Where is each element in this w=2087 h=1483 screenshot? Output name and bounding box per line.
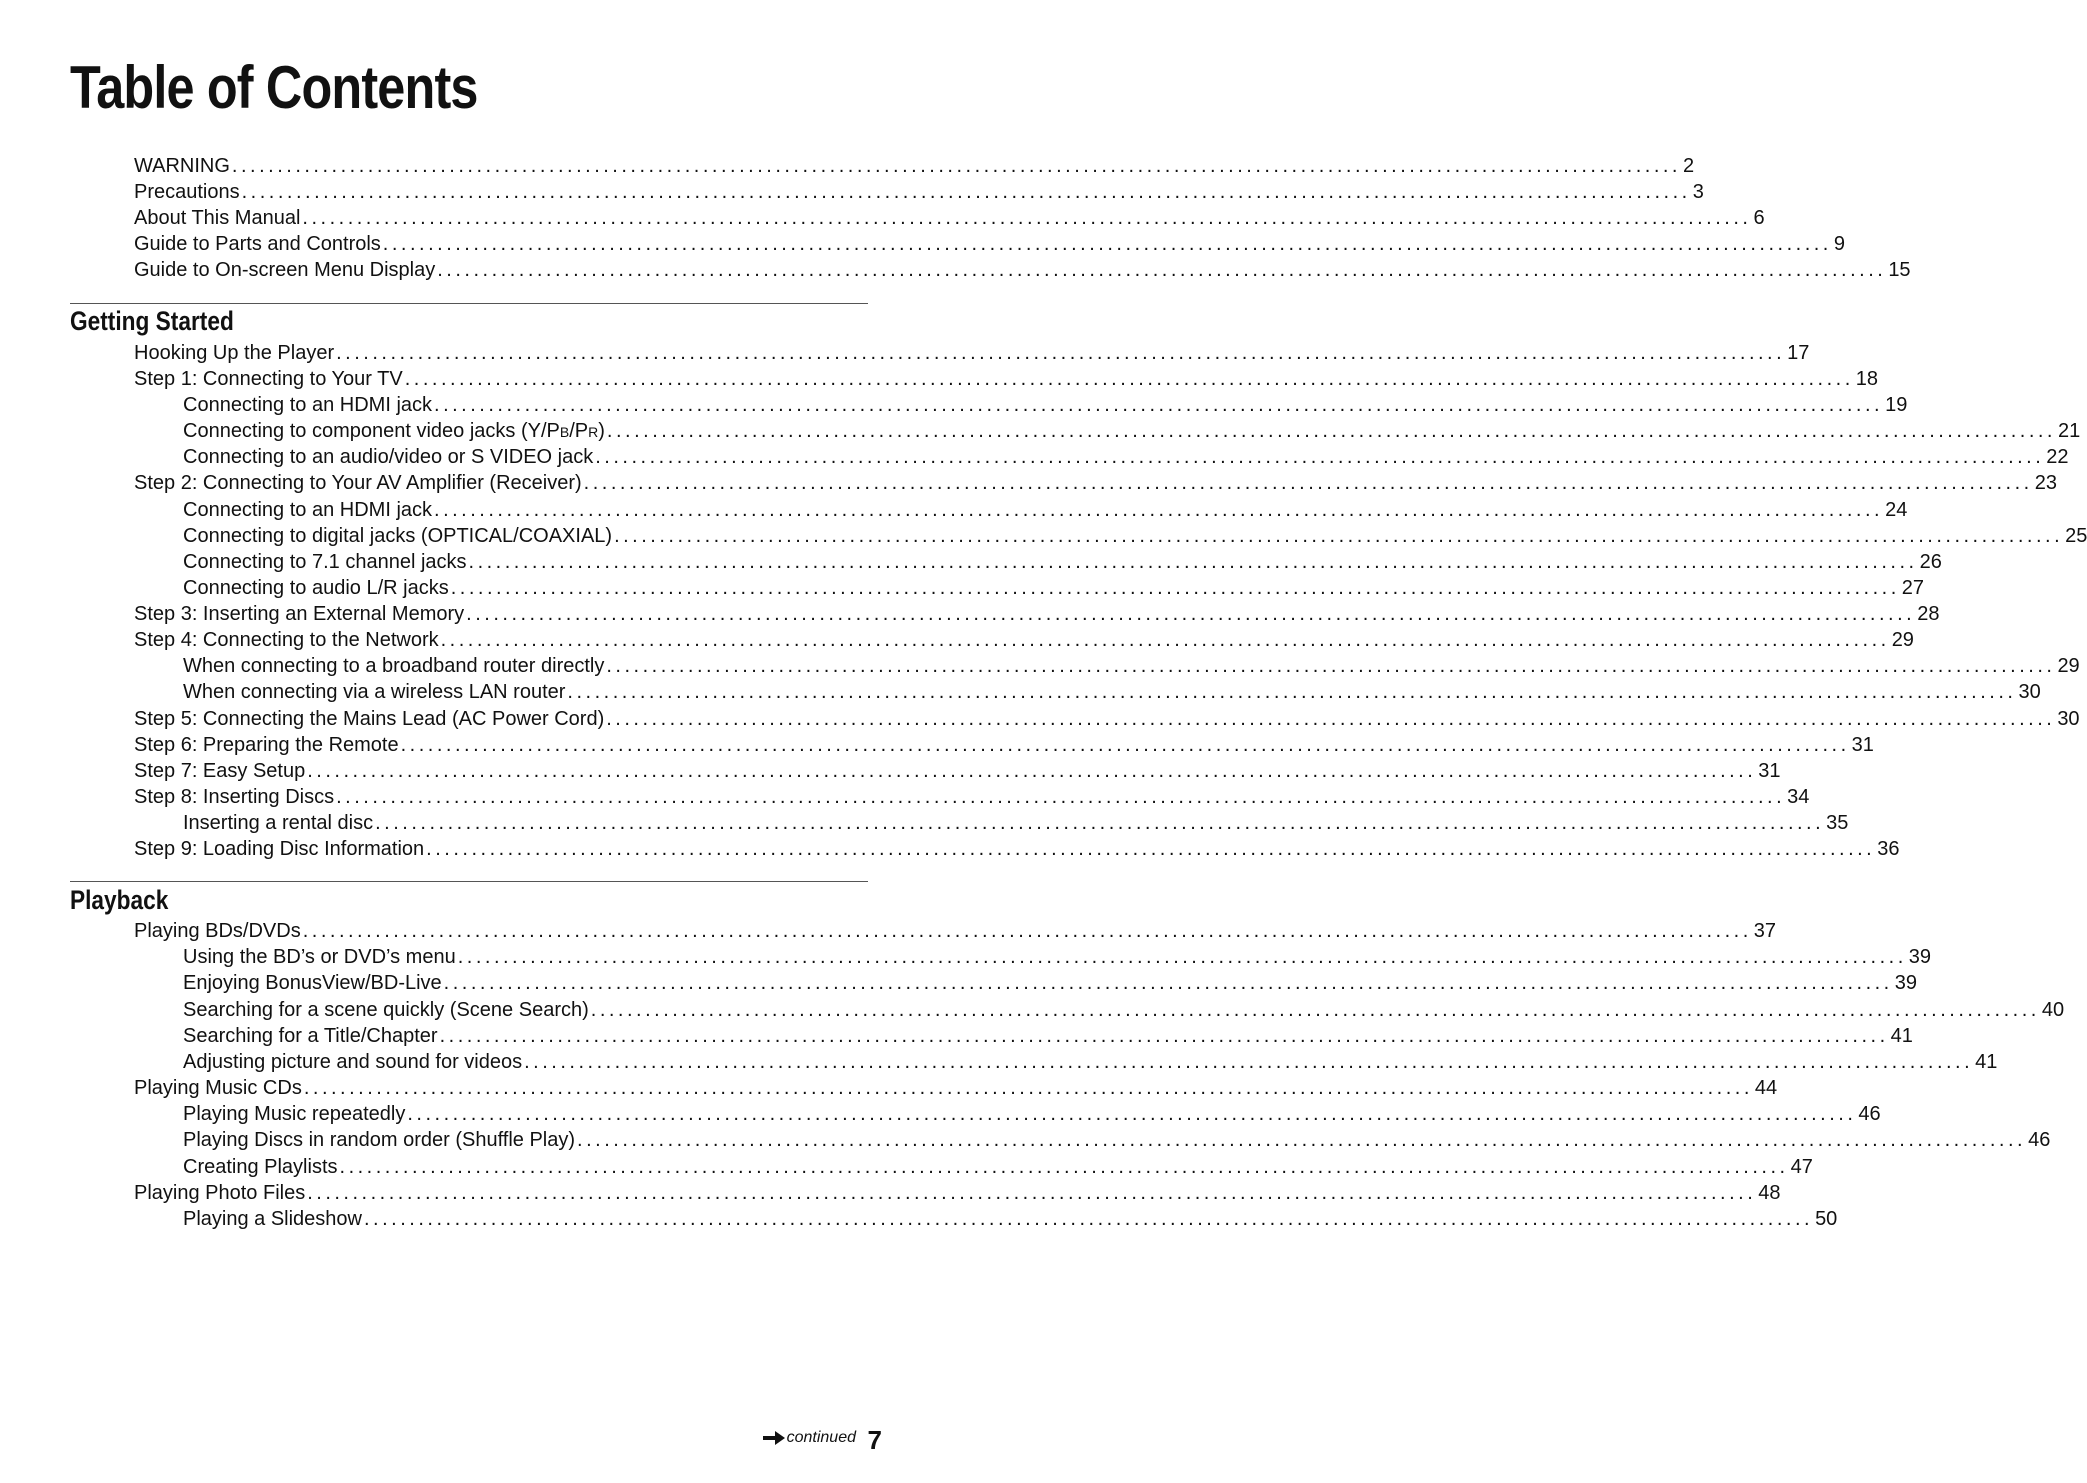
toc-subentry[interactable] bbox=[183, 523, 2087, 549]
toc-entry-label: Connecting to an HDMI jack bbox=[183, 394, 433, 416]
toc-entry[interactable] bbox=[134, 1075, 1778, 1101]
dot-leader: ................................................................................................................................................................ bbox=[404, 368, 1854, 390]
dot-leader: ................................................................................................................................................................ bbox=[426, 838, 1876, 860]
toc-entry-page: 18 bbox=[1855, 368, 1879, 390]
label-text: ) bbox=[598, 420, 605, 442]
dot-leader: ................................................................................................................................................................ bbox=[440, 629, 1890, 651]
section-divider bbox=[70, 303, 868, 304]
toc-entry-page: 46 bbox=[2028, 1129, 2051, 1151]
toc-entry[interactable] bbox=[134, 179, 1704, 205]
toc-entry-page: 40 bbox=[2041, 999, 2065, 1021]
toc-entry[interactable] bbox=[134, 205, 1765, 231]
dot-leader: ................................................................................................................................................................ bbox=[307, 1182, 1757, 1204]
toc-entry-page: 39 bbox=[1894, 972, 1917, 994]
toc-entry-label: Creating Playlists bbox=[183, 1156, 338, 1178]
toc-entry-page: 21 bbox=[2057, 420, 2081, 442]
toc-entry-label: Searching for a scene quickly (Scene Search) bbox=[183, 999, 589, 1021]
toc-entry-page: 29 bbox=[2057, 655, 2080, 677]
toc-subentry[interactable] bbox=[183, 549, 1942, 575]
dot-leader: ................................................................................................................................................................ bbox=[303, 1077, 1753, 1099]
toc-entry-label: Guide to Parts and Controls bbox=[134, 233, 381, 255]
toc-entry-label: Enjoying BonusView/BD-Live bbox=[183, 972, 442, 994]
toc-entry-page: 30 bbox=[2018, 681, 2041, 703]
toc-entry[interactable] bbox=[134, 732, 1874, 758]
label-subscript-b: B bbox=[559, 424, 570, 440]
toc-entry-label: About This Manual bbox=[134, 207, 301, 229]
toc-subentry[interactable] bbox=[183, 944, 1932, 970]
toc-entry-label: WARNING bbox=[134, 155, 230, 177]
toc-entry-label: Playing a Slideshow bbox=[183, 1208, 362, 1230]
toc-entry-page: 9 bbox=[1833, 233, 1845, 255]
toc-subentry[interactable] bbox=[183, 418, 2081, 444]
continued-label: continued bbox=[786, 1429, 856, 1446]
toc-entry-label: Connecting to an audio/video or S VIDEO jack bbox=[183, 446, 594, 468]
dot-leader: ................................................................................................................................................................ bbox=[524, 1051, 1974, 1073]
toc-entry[interactable] bbox=[134, 257, 1911, 283]
toc-subentry[interactable] bbox=[183, 1049, 1998, 1075]
toc-entry-label: Step 6: Preparing the Remote bbox=[134, 734, 399, 756]
toc-entry-label: Hooking Up the Player bbox=[134, 342, 335, 364]
toc-subentry[interactable] bbox=[183, 810, 1849, 836]
toc-entry-label: Step 1: Connecting to Your TV bbox=[134, 368, 403, 390]
page-title: Table of Contents bbox=[70, 54, 478, 121]
toc-entry-label bbox=[183, 418, 605, 445]
toc-entry-label: Playing Music repeatedly bbox=[183, 1103, 406, 1125]
toc-entry-page: 31 bbox=[1851, 734, 1874, 756]
toc-entry-page: 34 bbox=[1787, 786, 1810, 808]
toc-entry-page: 25 bbox=[2065, 525, 2087, 547]
toc-subentry[interactable] bbox=[183, 1154, 1813, 1180]
toc-entry-page: 41 bbox=[1890, 1025, 1913, 1047]
toc-entry[interactable] bbox=[134, 627, 1914, 653]
dot-leader: ................................................................................................................................................................ bbox=[577, 1129, 2027, 1151]
label-subscript-r: R bbox=[588, 424, 599, 440]
toc-entry[interactable] bbox=[134, 836, 1900, 862]
toc-entry-page: 23 bbox=[2034, 472, 2057, 494]
toc-entry-page: 39 bbox=[1908, 946, 1932, 968]
dot-leader: ................................................................................................................................................................ bbox=[382, 233, 1832, 255]
toc-entry[interactable] bbox=[134, 340, 1810, 366]
toc-entry[interactable] bbox=[134, 470, 2057, 496]
toc-entry-label: Adjusting picture and sound for videos bbox=[183, 1051, 523, 1073]
toc-entry[interactable] bbox=[134, 784, 1810, 810]
toc-entry-label: Searching for a Title/Chapter bbox=[183, 1025, 438, 1047]
toc-entry-label: Precautions bbox=[134, 181, 240, 203]
section-heading-getting-started: Getting Started bbox=[70, 306, 234, 336]
toc-subentry[interactable] bbox=[183, 679, 2041, 705]
dot-leader: ................................................................................................................................................................ bbox=[466, 603, 1916, 625]
dot-leader: ................................................................................................................................................................ bbox=[336, 342, 1786, 364]
dot-leader: ................................................................................................................................................................ bbox=[468, 551, 1918, 573]
dot-leader: ................................................................................................................................................................ bbox=[307, 760, 1757, 782]
label-text: /P bbox=[569, 420, 589, 442]
toc-subentry[interactable] bbox=[183, 497, 1908, 523]
dot-leader: ................................................................................................................................................................ bbox=[407, 1103, 1857, 1125]
toc-entry-label: Step 5: Connecting the Mains Lead (AC Power Cord) bbox=[134, 708, 605, 730]
toc-entry-page: 6 bbox=[1753, 207, 1765, 229]
dot-leader: ................................................................................................................................................................ bbox=[336, 786, 1786, 808]
toc-entry[interactable] bbox=[134, 918, 1777, 944]
toc-entry-page: 27 bbox=[1901, 577, 1925, 599]
toc-entry-page: 22 bbox=[2046, 446, 2069, 468]
label-text: Connecting to component video jacks (Y/P bbox=[183, 420, 560, 442]
dot-leader: ................................................................................................................................................................ bbox=[231, 155, 1681, 177]
page-number: 7 bbox=[867, 1425, 882, 1455]
toc-subentry[interactable] bbox=[183, 444, 2069, 470]
toc-entry-label: Playing Discs in random order (Shuffle Play) bbox=[183, 1129, 576, 1151]
dot-leader: ................................................................................................................................................................ bbox=[457, 946, 1907, 968]
toc-entry-page: 50 bbox=[1815, 1208, 1838, 1230]
toc-entry-label: Playing BDs/DVDs bbox=[134, 920, 301, 942]
toc-entry-page: 48 bbox=[1758, 1182, 1781, 1204]
dot-leader: ................................................................................................................................................................ bbox=[583, 472, 2033, 494]
toc-entry-label: Guide to On-screen Menu Display bbox=[134, 259, 436, 281]
dot-leader: ................................................................................................................................................................ bbox=[434, 394, 1884, 416]
toc-entry-label: Playing Music CDs bbox=[134, 1077, 302, 1099]
toc-entry-label: Connecting to an HDMI jack bbox=[183, 499, 433, 521]
toc-entry-label: Step 2: Connecting to Your AV Amplifier (Receiver) bbox=[134, 472, 582, 494]
right-arrow-icon bbox=[763, 1431, 785, 1445]
dot-leader: ................................................................................................................................................................ bbox=[375, 812, 1825, 834]
toc-entry-label: Using the BD’s or DVD’s menu bbox=[183, 946, 456, 968]
dot-leader: ................................................................................................................................................................ bbox=[434, 499, 1884, 521]
toc-entry-label: Connecting to audio L/R jacks bbox=[183, 577, 449, 599]
dot-leader: ................................................................................................................................................................ bbox=[400, 734, 1850, 756]
toc-entry-page: 31 bbox=[1758, 760, 1781, 782]
toc-subentry[interactable] bbox=[183, 1127, 2051, 1153]
toc-entry-label: Connecting to 7.1 channel jacks bbox=[183, 551, 467, 573]
toc-subentry[interactable] bbox=[183, 1206, 1838, 1232]
toc-entry-label: Step 3: Inserting an External Memory bbox=[134, 603, 465, 625]
toc-entry-label: When connecting via a wireless LAN router bbox=[183, 681, 566, 703]
dot-leader: ................................................................................................................................................................ bbox=[302, 207, 1752, 229]
dot-leader: ................................................................................................................................................................ bbox=[614, 525, 2064, 547]
toc-subentry[interactable] bbox=[183, 575, 1925, 601]
toc-entry-page: 37 bbox=[1753, 920, 1777, 942]
dot-leader: ................................................................................................................................................................ bbox=[567, 681, 2017, 703]
toc-entry-page: 46 bbox=[1858, 1103, 1881, 1125]
dot-leader: ................................................................................................................................................................ bbox=[339, 1156, 1789, 1178]
toc-entry-label: When connecting to a broadband router directly bbox=[183, 655, 605, 677]
toc-entry[interactable] bbox=[134, 758, 1781, 784]
toc-subentry[interactable] bbox=[183, 653, 2080, 679]
toc-entry-label: Step 4: Connecting to the Network bbox=[134, 629, 439, 651]
dot-leader: ................................................................................................................................................................ bbox=[595, 446, 2045, 468]
toc-entry-page: 3 bbox=[1692, 181, 1704, 203]
dot-leader: ................................................................................................................................................................ bbox=[450, 577, 1900, 599]
toc-entry-page: 44 bbox=[1754, 1077, 1778, 1099]
toc-entry-label: Inserting a rental disc bbox=[183, 812, 374, 834]
dot-leader: ................................................................................................................................................................ bbox=[590, 999, 2040, 1021]
dot-leader: ................................................................................................................................................................ bbox=[439, 1025, 1889, 1047]
toc-entry-page: 15 bbox=[1888, 259, 1911, 281]
toc-entry[interactable] bbox=[134, 231, 1845, 257]
dot-leader: ................................................................................................................................................................ bbox=[443, 972, 1893, 994]
toc-entry[interactable] bbox=[134, 601, 1940, 627]
toc-entry-page: 30 bbox=[2057, 708, 2080, 730]
dot-leader: ................................................................................................................................................................ bbox=[606, 420, 2056, 442]
toc-entry-page: 17 bbox=[1787, 342, 1810, 364]
toc-entry-page: 36 bbox=[1877, 838, 1900, 860]
toc-subentry[interactable] bbox=[183, 392, 1908, 418]
toc-entry-page: 47 bbox=[1790, 1156, 1813, 1178]
toc-subentry[interactable] bbox=[183, 1101, 1881, 1127]
toc-entry-page: 28 bbox=[1917, 603, 1940, 625]
dot-leader: ................................................................................................................................................................ bbox=[364, 1208, 1814, 1230]
toc-entry-label: Step 7: Easy Setup bbox=[134, 760, 306, 782]
dot-leader: ................................................................................................................................................................ bbox=[302, 920, 1752, 942]
toc-entry-label: Playing Photo Files bbox=[134, 1182, 306, 1204]
section-heading-playback: Playback bbox=[70, 885, 169, 915]
toc-entry-label: Connecting to digital jacks (OPTICAL/COAXIAL) bbox=[183, 525, 613, 547]
dot-leader: ................................................................................................................................................................ bbox=[241, 181, 1691, 203]
section-divider bbox=[70, 881, 868, 882]
toc-entry[interactable] bbox=[134, 366, 1879, 392]
toc-entry-page: 41 bbox=[1975, 1051, 1998, 1073]
dot-leader: ................................................................................................................................................................ bbox=[437, 259, 1887, 281]
toc-entry-label: Step 8: Inserting Discs bbox=[134, 786, 335, 808]
dot-leader: ................................................................................................................................................................ bbox=[606, 655, 2056, 677]
toc-entry-page: 19 bbox=[1885, 394, 1908, 416]
toc-entry-page: 29 bbox=[1891, 629, 1914, 651]
toc-entry-label: Step 9: Loading Disc Information bbox=[134, 838, 425, 860]
toc-entry-page: 2 bbox=[1682, 155, 1695, 177]
toc-entry[interactable] bbox=[134, 706, 2080, 732]
toc-entry[interactable] bbox=[134, 1180, 1781, 1206]
toc-entry-page: 26 bbox=[1919, 551, 1942, 573]
toc-entry-page: 35 bbox=[1826, 812, 1849, 834]
toc-subentry[interactable] bbox=[183, 1023, 1913, 1049]
toc-entry-page: 24 bbox=[1885, 499, 1908, 521]
toc-entry[interactable] bbox=[134, 153, 1695, 179]
dot-leader: ................................................................................................................................................................ bbox=[606, 708, 2056, 730]
toc-subentry[interactable] bbox=[183, 970, 1917, 996]
continued-indicator bbox=[763, 1428, 856, 1448]
toc-subentry[interactable] bbox=[183, 997, 2065, 1023]
